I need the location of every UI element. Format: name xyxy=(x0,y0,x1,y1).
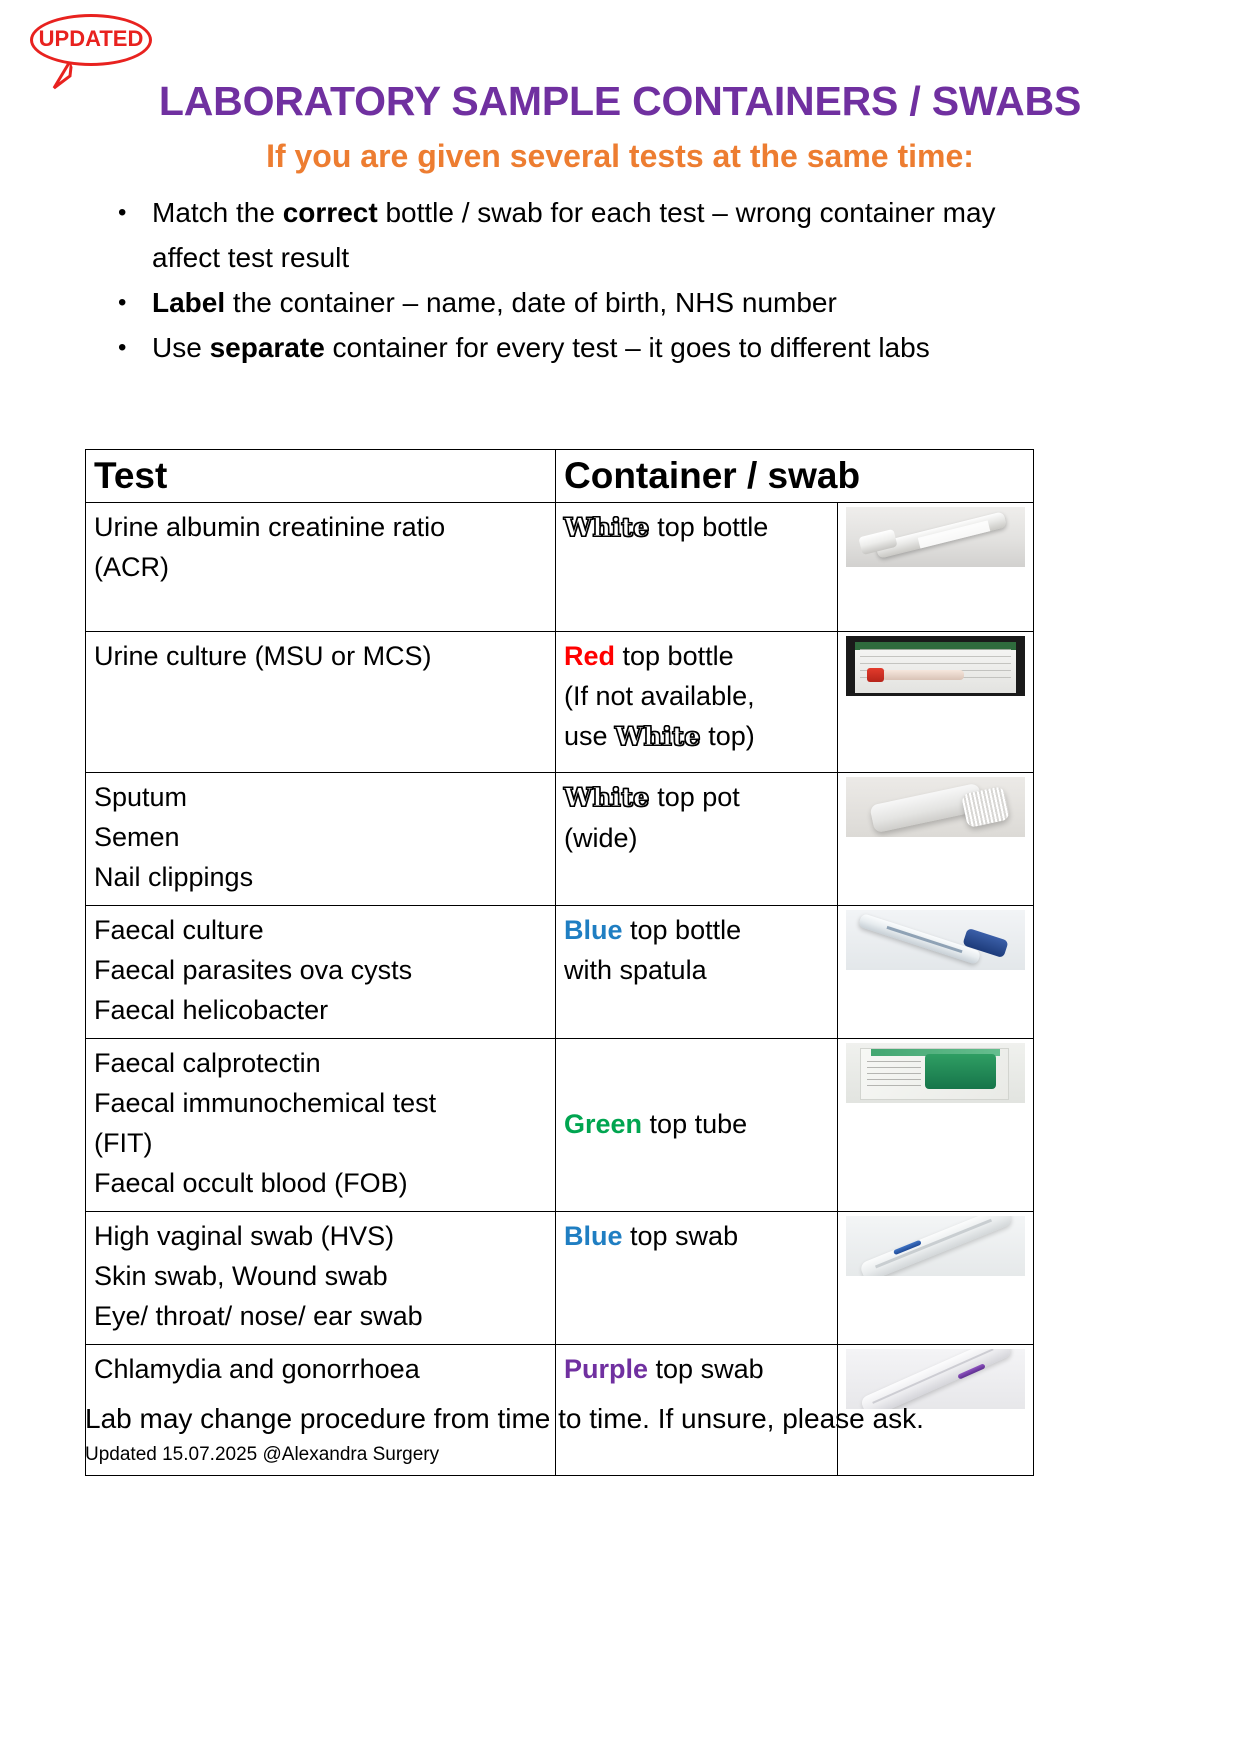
test-line: Urine culture (MSU or MCS) xyxy=(94,641,432,671)
test-line: Faecal culture xyxy=(94,915,264,945)
table-row xyxy=(86,632,1034,773)
container-line: (If not available, xyxy=(564,681,755,711)
test-line: Sputum xyxy=(94,782,188,812)
container-line: White top bottle xyxy=(564,512,769,542)
list-item xyxy=(118,190,1048,280)
bullet-dot-icon: • xyxy=(118,334,127,361)
blue-top-swab-photo xyxy=(846,1216,1025,1276)
column-header-test: Test xyxy=(86,450,556,503)
container-cell xyxy=(556,773,838,906)
test-line: Faecal parasites ova cysts xyxy=(94,955,413,985)
container-line: Green top tube xyxy=(564,1109,748,1139)
footer-updated-stamp: Updated 15.07.2025 @Alexandra Surgery xyxy=(85,1444,440,1465)
test-cell xyxy=(86,1212,556,1345)
blue-top-bottle-photo xyxy=(846,910,1025,970)
instruction-text: Match the correct bottle / swab for each test – wrong container may affect test result xyxy=(152,197,996,273)
table-row xyxy=(86,1212,1034,1345)
column-header-container: Container / swab xyxy=(556,450,1034,503)
test-line: Chlamydia and gonorrhoea xyxy=(94,1354,420,1384)
color-keyword: White xyxy=(564,513,650,542)
container-line: Purple top swab xyxy=(564,1354,764,1384)
test-cell xyxy=(86,773,556,906)
test-line: Faecal occult blood (FOB) xyxy=(94,1168,408,1198)
test-cell xyxy=(86,632,556,773)
container-photo-cell xyxy=(838,632,1034,773)
lab-container-table xyxy=(85,449,1034,1476)
page-title: LABORATORY SAMPLE CONTAINERS / SWABS xyxy=(158,78,1082,124)
container-photo-cell xyxy=(838,503,1034,632)
instruction-text: Label the container – name, date of birth, NHS number xyxy=(152,287,837,318)
list-item xyxy=(118,325,1048,370)
table-row xyxy=(86,1039,1034,1212)
test-line: Faecal helicobacter xyxy=(94,995,329,1025)
container-line: Blue top bottle xyxy=(564,915,742,945)
table-row xyxy=(86,906,1034,1039)
container-photo-cell xyxy=(838,773,1034,906)
instructions-list xyxy=(118,190,1048,370)
test-line: (ACR) xyxy=(94,552,169,582)
table-header-row xyxy=(86,450,1034,503)
test-line: Urine albumin creatinine ratio xyxy=(94,512,446,542)
color-keyword: Blue xyxy=(564,915,623,945)
test-line: Eye/ throat/ nose/ ear swab xyxy=(94,1301,423,1331)
red-top-bottle-photo xyxy=(846,636,1025,696)
test-cell xyxy=(86,906,556,1039)
color-keyword: White xyxy=(564,783,650,812)
test-line: Nail clippings xyxy=(94,862,254,892)
updated-badge-label: UPDATED xyxy=(38,26,144,51)
test-line: Faecal immunochemical test xyxy=(94,1088,437,1118)
container-cell xyxy=(556,1212,838,1345)
color-keyword: Purple xyxy=(564,1354,649,1384)
container-cell xyxy=(556,503,838,632)
page-subtitle: If you are given several tests at the same time: xyxy=(266,138,974,174)
bullet-dot-icon: • xyxy=(118,289,127,316)
container-cell xyxy=(556,632,838,773)
white-top-bottle-photo xyxy=(846,507,1025,567)
container-photo-cell xyxy=(838,1039,1034,1212)
table-row xyxy=(86,773,1034,906)
container-line: use White top) xyxy=(564,721,755,751)
list-item xyxy=(118,280,1048,325)
bullet-dot-icon: • xyxy=(118,199,127,226)
test-line: High vaginal swab (HVS) xyxy=(94,1221,395,1251)
color-keyword: Blue xyxy=(564,1221,623,1251)
container-line: Blue top swab xyxy=(564,1221,739,1251)
container-photo-cell xyxy=(838,906,1034,1039)
instruction-text: Use separate container for every test – it goes to different labs xyxy=(152,332,930,363)
test-line: Faecal calprotectin xyxy=(94,1048,321,1078)
footer-note: Lab may change procedure from time to time. If unsure, please ask. xyxy=(85,1403,924,1434)
test-line: Semen xyxy=(94,822,180,852)
color-keyword: Red xyxy=(564,641,616,671)
white-top-pot-photo xyxy=(846,777,1025,837)
green-top-tube-photo xyxy=(846,1043,1025,1103)
container-line: with spatula xyxy=(564,955,707,985)
table-row xyxy=(86,503,1034,632)
container-cell xyxy=(556,906,838,1039)
container-cell xyxy=(556,1039,838,1212)
color-keyword: Green xyxy=(564,1109,643,1139)
test-cell xyxy=(86,1039,556,1212)
color-keyword: White xyxy=(615,722,701,751)
test-line: (FIT) xyxy=(94,1128,153,1158)
container-photo-cell xyxy=(838,1212,1034,1345)
test-line: Skin swab, Wound swab xyxy=(94,1261,388,1291)
container-line: White top pot xyxy=(564,782,740,812)
container-line: Red top bottle xyxy=(564,641,734,671)
container-line: (wide) xyxy=(564,823,638,853)
test-cell xyxy=(86,503,556,632)
